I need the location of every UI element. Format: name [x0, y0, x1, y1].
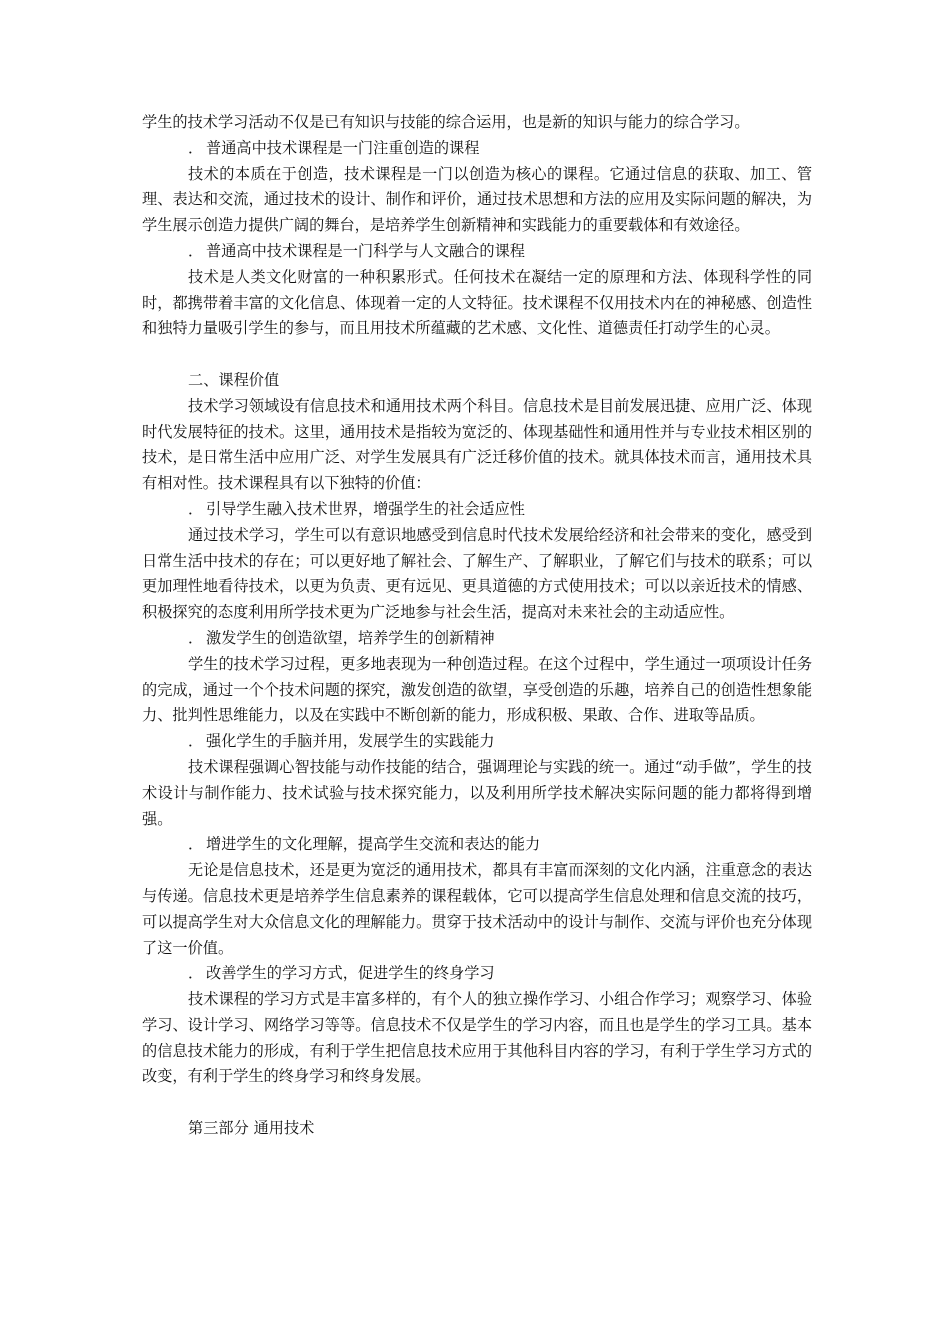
- list-item-heading: [142, 497, 812, 523]
- list-item-text: 引导学生融入技术世界，增强学生的社会适应性: [206, 499, 525, 518]
- section-heading-part-three: 第三部分 通用技术: [188, 1119, 315, 1138]
- paragraph-gap: [142, 1090, 812, 1116]
- paragraph-intro-continuation: 学生的技术学习活动不仅是已有知识与技能的综合运用，也是新的知识与能力的综合学习。: [142, 113, 750, 131]
- section-heading-course-value: 二、课程价值: [188, 370, 280, 389]
- list-item-text: 改善学生的学习方式，促进学生的终身学习: [206, 964, 495, 983]
- list-item-heading: [142, 729, 812, 755]
- list-marker: ．: [188, 138, 204, 157]
- list-item-text: 增进学生的文化理解，提高学生交流和表达的能力: [206, 835, 541, 854]
- list-item-text: 普通高中技术课程是一门注重创造的课程: [206, 138, 480, 157]
- paragraph: 学生的技术学习过程，更多地表现为一种创造过程。在这个过程中，学生通过一项项设计任务的完成，通过一个个技术问题的探究，激发创造的欲望，享受创造的乐趣，培养自己的创造性想象能力、批判性思维能力，以及在实践中不断创新的能力，形成积极、果敢、合作、进取等品质。: [142, 654, 812, 725]
- list-marker: ．: [188, 628, 204, 647]
- list-marker: ．: [188, 964, 204, 983]
- paragraph: 技术课程强调心智技能与动作技能的结合，强调理论与实践的统一。通过“动手做”，学生的技术设计与制作能力、技术试验与技术探究能力，以及利用所学技术解决实际问题的能力都将得到增强。: [142, 757, 812, 828]
- paragraph: 技术的本质在于创造，技术课程是一门以创造为核心的课程。它通过信息的获取、加工、管理、表达和交流，通过技术的设计、制作和评价，通过技术思想和方法的应用及实际问题的解决，为学生展示创造力提供广阔的舞台，是培养学生创新精神和实践能力的重要载体和有效途径。: [142, 164, 812, 235]
- paragraph: 通过技术学习，学生可以有意识地感受到信息时代技术发展给经济和社会带来的变化，感受到日常生活中技术的存在；可以更好地了解社会、了解生产、了解职业，了解它们与技术的联系；可以更加理性地看待技术，以更为负责、更有远见、更具道德的方式使用技术；可以以亲近技术的情感、积极探究的态度利用所学技术更为广泛地参与社会生活，提高对未来社会的主动适应性。: [142, 525, 812, 622]
- list-item-heading: [142, 626, 812, 652]
- document-body: [142, 110, 812, 1142]
- list-item-text: 普通高中技术课程是一门科学与人文融合的课程: [206, 241, 525, 260]
- list-marker: ．: [188, 499, 204, 518]
- list-marker: ．: [188, 835, 204, 854]
- list-item-heading: [142, 239, 812, 265]
- paragraph: 无论是信息技术，还是更为宽泛的通用技术，都具有丰富而深刻的文化内涵，注重意念的表达与传递。信息技术更是培养学生信息素养的课程载体，它可以提高学生信息处理和信息交流的技巧，可以提高学生对大众信息文化的理解能力。贯穿于技术活动中的设计与制作、交流与评价也充分体现了这一价值。: [142, 861, 812, 957]
- list-marker: ．: [188, 732, 204, 751]
- list-item-heading: [142, 832, 812, 858]
- list-marker: ．: [188, 241, 204, 260]
- paragraph: 技术学习领域设有信息技术和通用技术两个科目。信息技术是目前发展迅捷、应用广泛、体现时代发展特征的技术。这里，通用技术是指较为宽泛的、体现基础性和通用性并与专业技术相区别的技术，是日常生活中应用广泛、对学生发展具有广泛迁移价值的技术。就具体技术而言，通用技术具有相对性。技术课程具有以下独特的价值：: [142, 396, 812, 493]
- list-item-heading: [142, 136, 812, 162]
- paragraph: 技术课程的学习方式是丰富多样的，有个人的独立操作学习、小组合作学习；观察学习、体验学习、设计学习、网络学习等等。信息技术不仅是学生的学习内容，而且也是学生的学习工具。基本的信息技术能力的形成，有利于学生把信息技术应用于其他科目内容的学习，有利于学生学习方式的改变，有利于学生的终身学习和终身发展。: [142, 990, 812, 1086]
- paragraph: 技术是人类文化财富的一种积累形式。任何技术在凝结一定的原理和方法、体现科学性的同时，都携带着丰富的文化信息、体现着一定的人文特征。技术课程不仅用技术内在的神秘感、创造性和独特力量吸引学生的参与，而且用技术所蕴藏的艺术感、文化性、道德责任打动学生的心灵。: [142, 267, 812, 338]
- list-item-heading: [142, 961, 812, 987]
- paragraph-gap: [142, 342, 812, 368]
- list-item-text: 强化学生的手脑并用，发展学生的实践能力: [206, 732, 495, 751]
- list-item-text: 激发学生的创造欲望，培养学生的创新精神: [206, 628, 495, 647]
